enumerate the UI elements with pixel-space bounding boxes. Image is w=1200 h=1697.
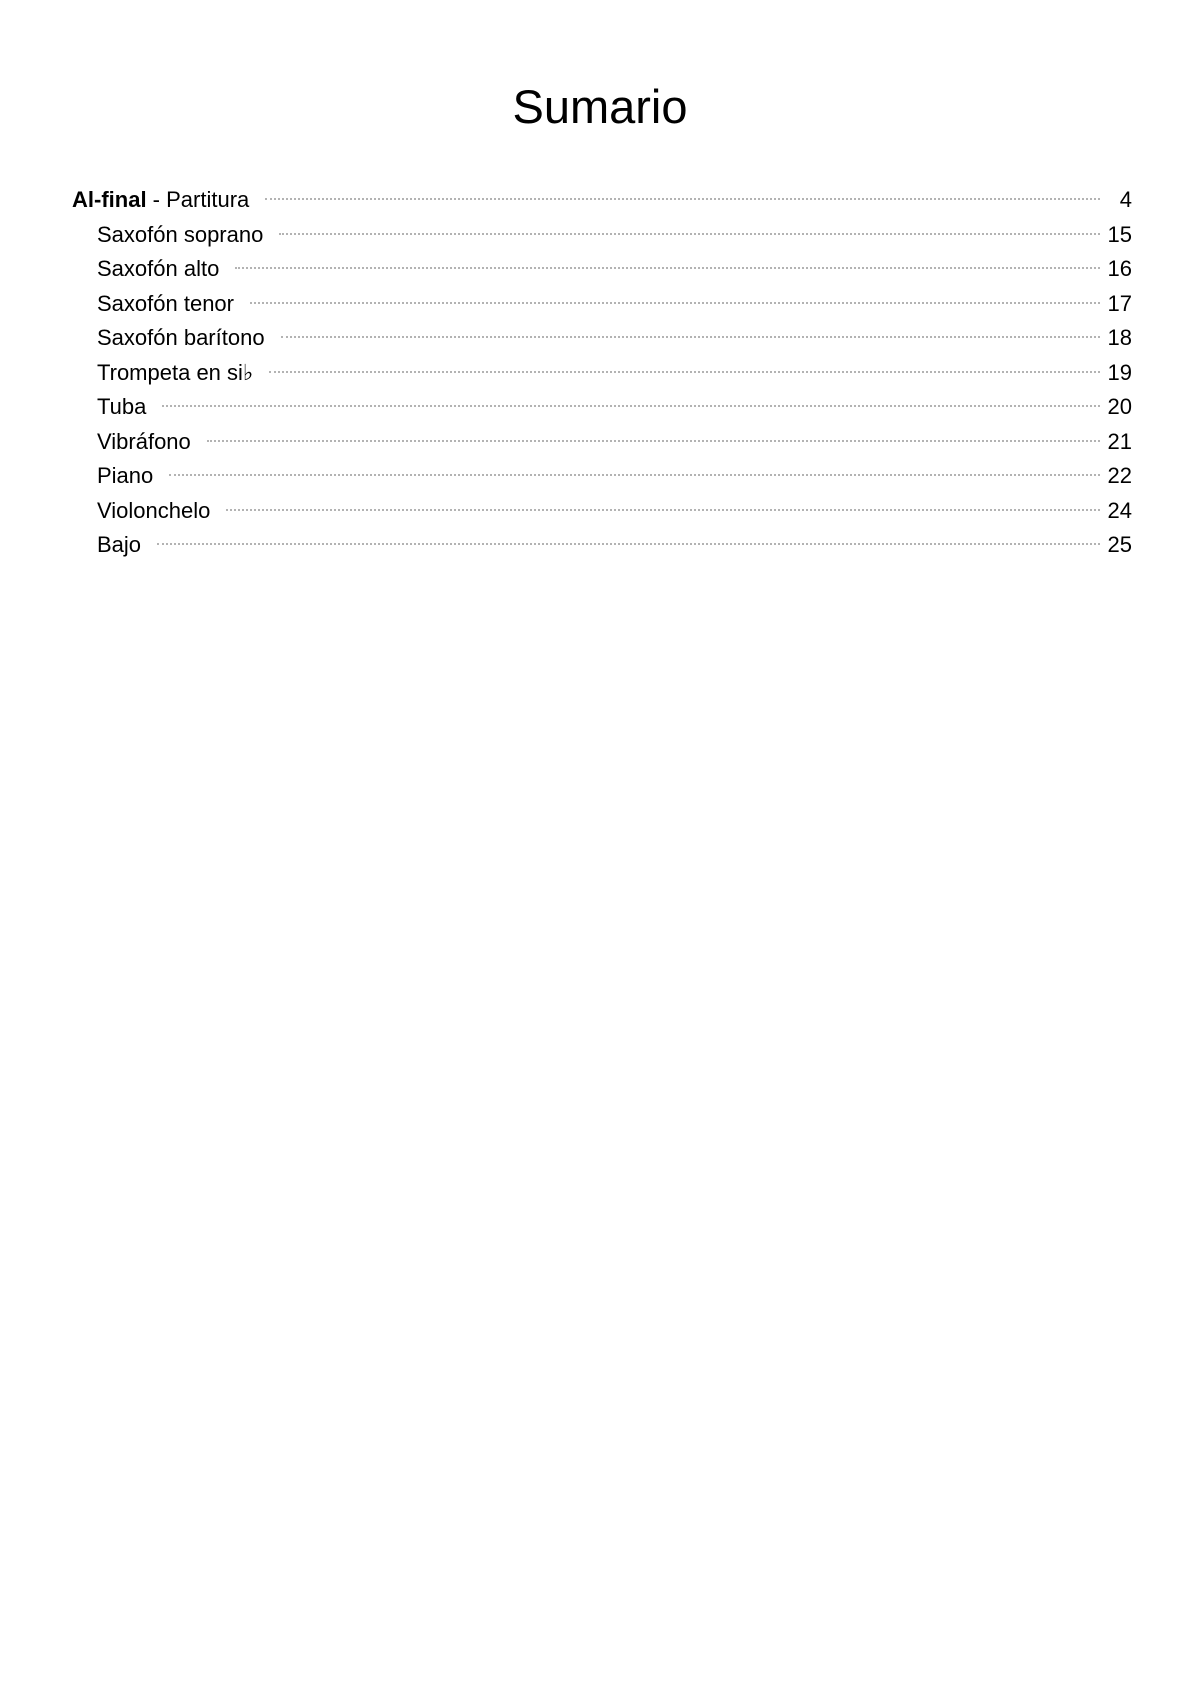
- toc-entry-label: Saxofón tenor: [97, 290, 234, 316]
- dot-leader: [235, 267, 1099, 269]
- toc-entry-label: Saxofón barítono: [97, 325, 265, 350]
- toc-page-number: 4: [1119, 187, 1132, 212]
- toc-entry[interactable]: [72, 425, 1132, 460]
- toc-entry-label: Saxofón alto: [97, 256, 220, 281]
- toc-entry[interactable]: [72, 528, 1132, 563]
- toc-entry-label: Trompeta en si♭: [97, 359, 254, 385]
- toc-entry-title-rest: - Partitura: [146, 187, 250, 212]
- toc-page-number: 24: [1107, 497, 1132, 523]
- toc-page-number: 17: [1107, 290, 1132, 316]
- toc-page-number: 19: [1107, 359, 1132, 385]
- dot-leader: [226, 509, 1099, 511]
- toc-page-number: 15: [1107, 221, 1132, 247]
- toc-page-number: 21: [1107, 428, 1132, 454]
- dot-leader: [162, 405, 1099, 407]
- dot-leader: [207, 440, 1100, 442]
- dot-leader: [169, 474, 1099, 476]
- dot-leader: [157, 543, 1099, 545]
- page-title: Sumario: [512, 80, 688, 133]
- toc-entry-label: Vibráfono: [97, 428, 191, 454]
- toc-entry[interactable]: [72, 287, 1132, 322]
- toc-entry[interactable]: [72, 356, 1132, 391]
- dot-leader: [279, 233, 1099, 235]
- toc-entry-label: Violonchelo: [97, 497, 211, 523]
- dot-leader: [269, 371, 1099, 373]
- toc-entry[interactable]: [72, 390, 1132, 425]
- toc-page-number: 20: [1107, 394, 1132, 419]
- toc-page-number: 18: [1107, 325, 1132, 350]
- toc-entry[interactable]: [72, 494, 1132, 529]
- toc-entry[interactable]: [72, 459, 1132, 494]
- toc-entry[interactable]: [72, 218, 1132, 253]
- toc-entry-label: Tuba: [97, 394, 147, 419]
- toc-entry-label: Saxofón soprano: [97, 221, 264, 247]
- toc-entry-label: Piano: [97, 463, 154, 488]
- toc-entry-label: [72, 183, 249, 218]
- toc-entry-main[interactable]: [72, 183, 1132, 218]
- toc-page-number: 22: [1107, 463, 1132, 488]
- toc-page-number: 25: [1107, 532, 1132, 557]
- table-of-contents: [72, 183, 1132, 563]
- toc-page-number: 16: [1107, 256, 1132, 281]
- dot-leader: [281, 336, 1100, 338]
- toc-entry[interactable]: [72, 321, 1132, 356]
- toc-entry-label: Bajo: [97, 532, 142, 557]
- toc-entry[interactable]: [72, 252, 1132, 287]
- toc-entry-title-bold: Al-final: [72, 187, 147, 212]
- dot-leader: [265, 198, 1100, 200]
- dot-leader: [250, 302, 1100, 304]
